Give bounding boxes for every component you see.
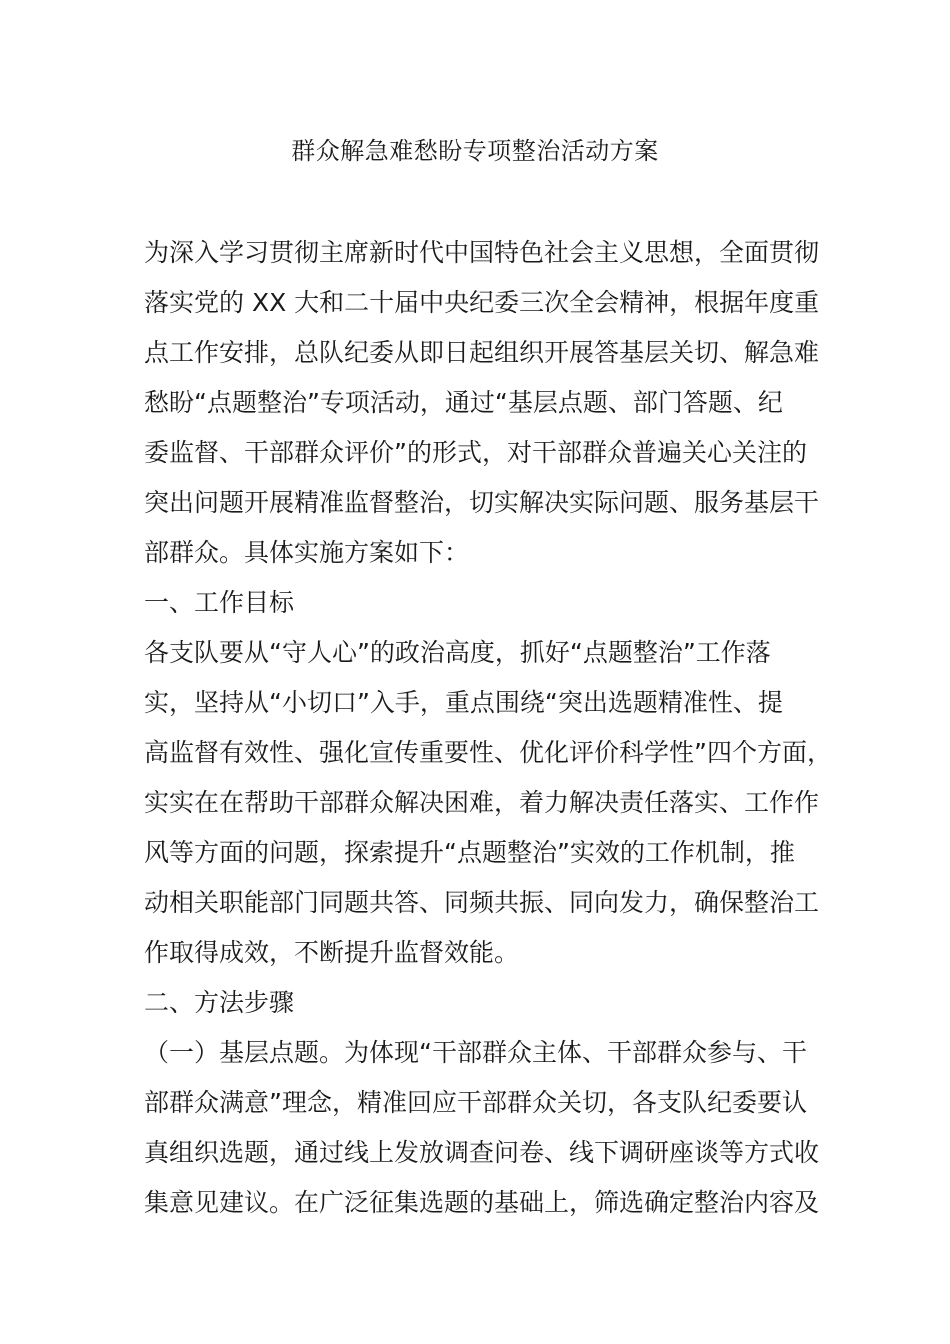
document-body	[144, 228, 832, 1228]
body-line: 动相关职能部门同题共答、同频共振、同向发力，确保整治工	[144, 888, 820, 917]
body-line: 部群众。具体实施方案如下：	[144, 538, 470, 567]
body-line: 风等方面的问题，探索提升“点题整治”实效的工作机制，推	[144, 838, 795, 867]
body-line: 愁盼“点题整治”专项活动，通过“基层点题、部门答题、纪	[144, 388, 783, 417]
body-line: 落实党的 XX 大和二十届中央纪委三次全会精神，根据年度重	[144, 288, 820, 317]
body-line: 部群众满意”理念，精准回应干部群众关切，各支队纪委要认	[144, 1088, 807, 1117]
body-line: 真组织选题，通过线上发放调查问卷、线下调研座谈等方式收	[144, 1138, 820, 1167]
body-line: 集意见建议。在广泛征集选题的基础上，筛选确定整治内容及	[144, 1188, 820, 1217]
body-line: 高监督有效性、强化宣传重要性、优化评价科学性”四个方面，	[144, 738, 832, 767]
body-line: 实实在在帮助干部群众解决困难，着力解决责任落实、工作作	[144, 788, 820, 817]
body-line: 为深入学习贯彻主席新时代中国特色社会主义思想，全面贯彻	[144, 238, 820, 267]
body-line: 点工作安排，总队纪委从即日起组织开展答基层关切、解急难	[144, 338, 820, 367]
body-line: 作取得成效，不断提升监督效能。	[144, 938, 520, 967]
document-title: 群众解急难愁盼专项整治活动方案	[291, 137, 659, 165]
body-line: （一）基层点题。为体现“干部群众主体、干部群众参与、干	[144, 1038, 807, 1067]
body-line: 突出问题开展精准监督整治，切实解决实际问题、服务基层干	[144, 488, 820, 517]
body-line: 委监督、干部群众评价”的形式，对干部群众普遍关心关注的	[144, 438, 807, 467]
body-line: 实，坚持从“小切口”入手，重点围绕“突出选题精准性、提	[144, 688, 783, 717]
section-heading: 一、工作目标	[144, 588, 295, 617]
body-line: 各支队要从“守人心”的政治高度，抓好“点题整治”工作落	[144, 638, 771, 667]
section-heading: 二、方法步骤	[144, 988, 295, 1017]
